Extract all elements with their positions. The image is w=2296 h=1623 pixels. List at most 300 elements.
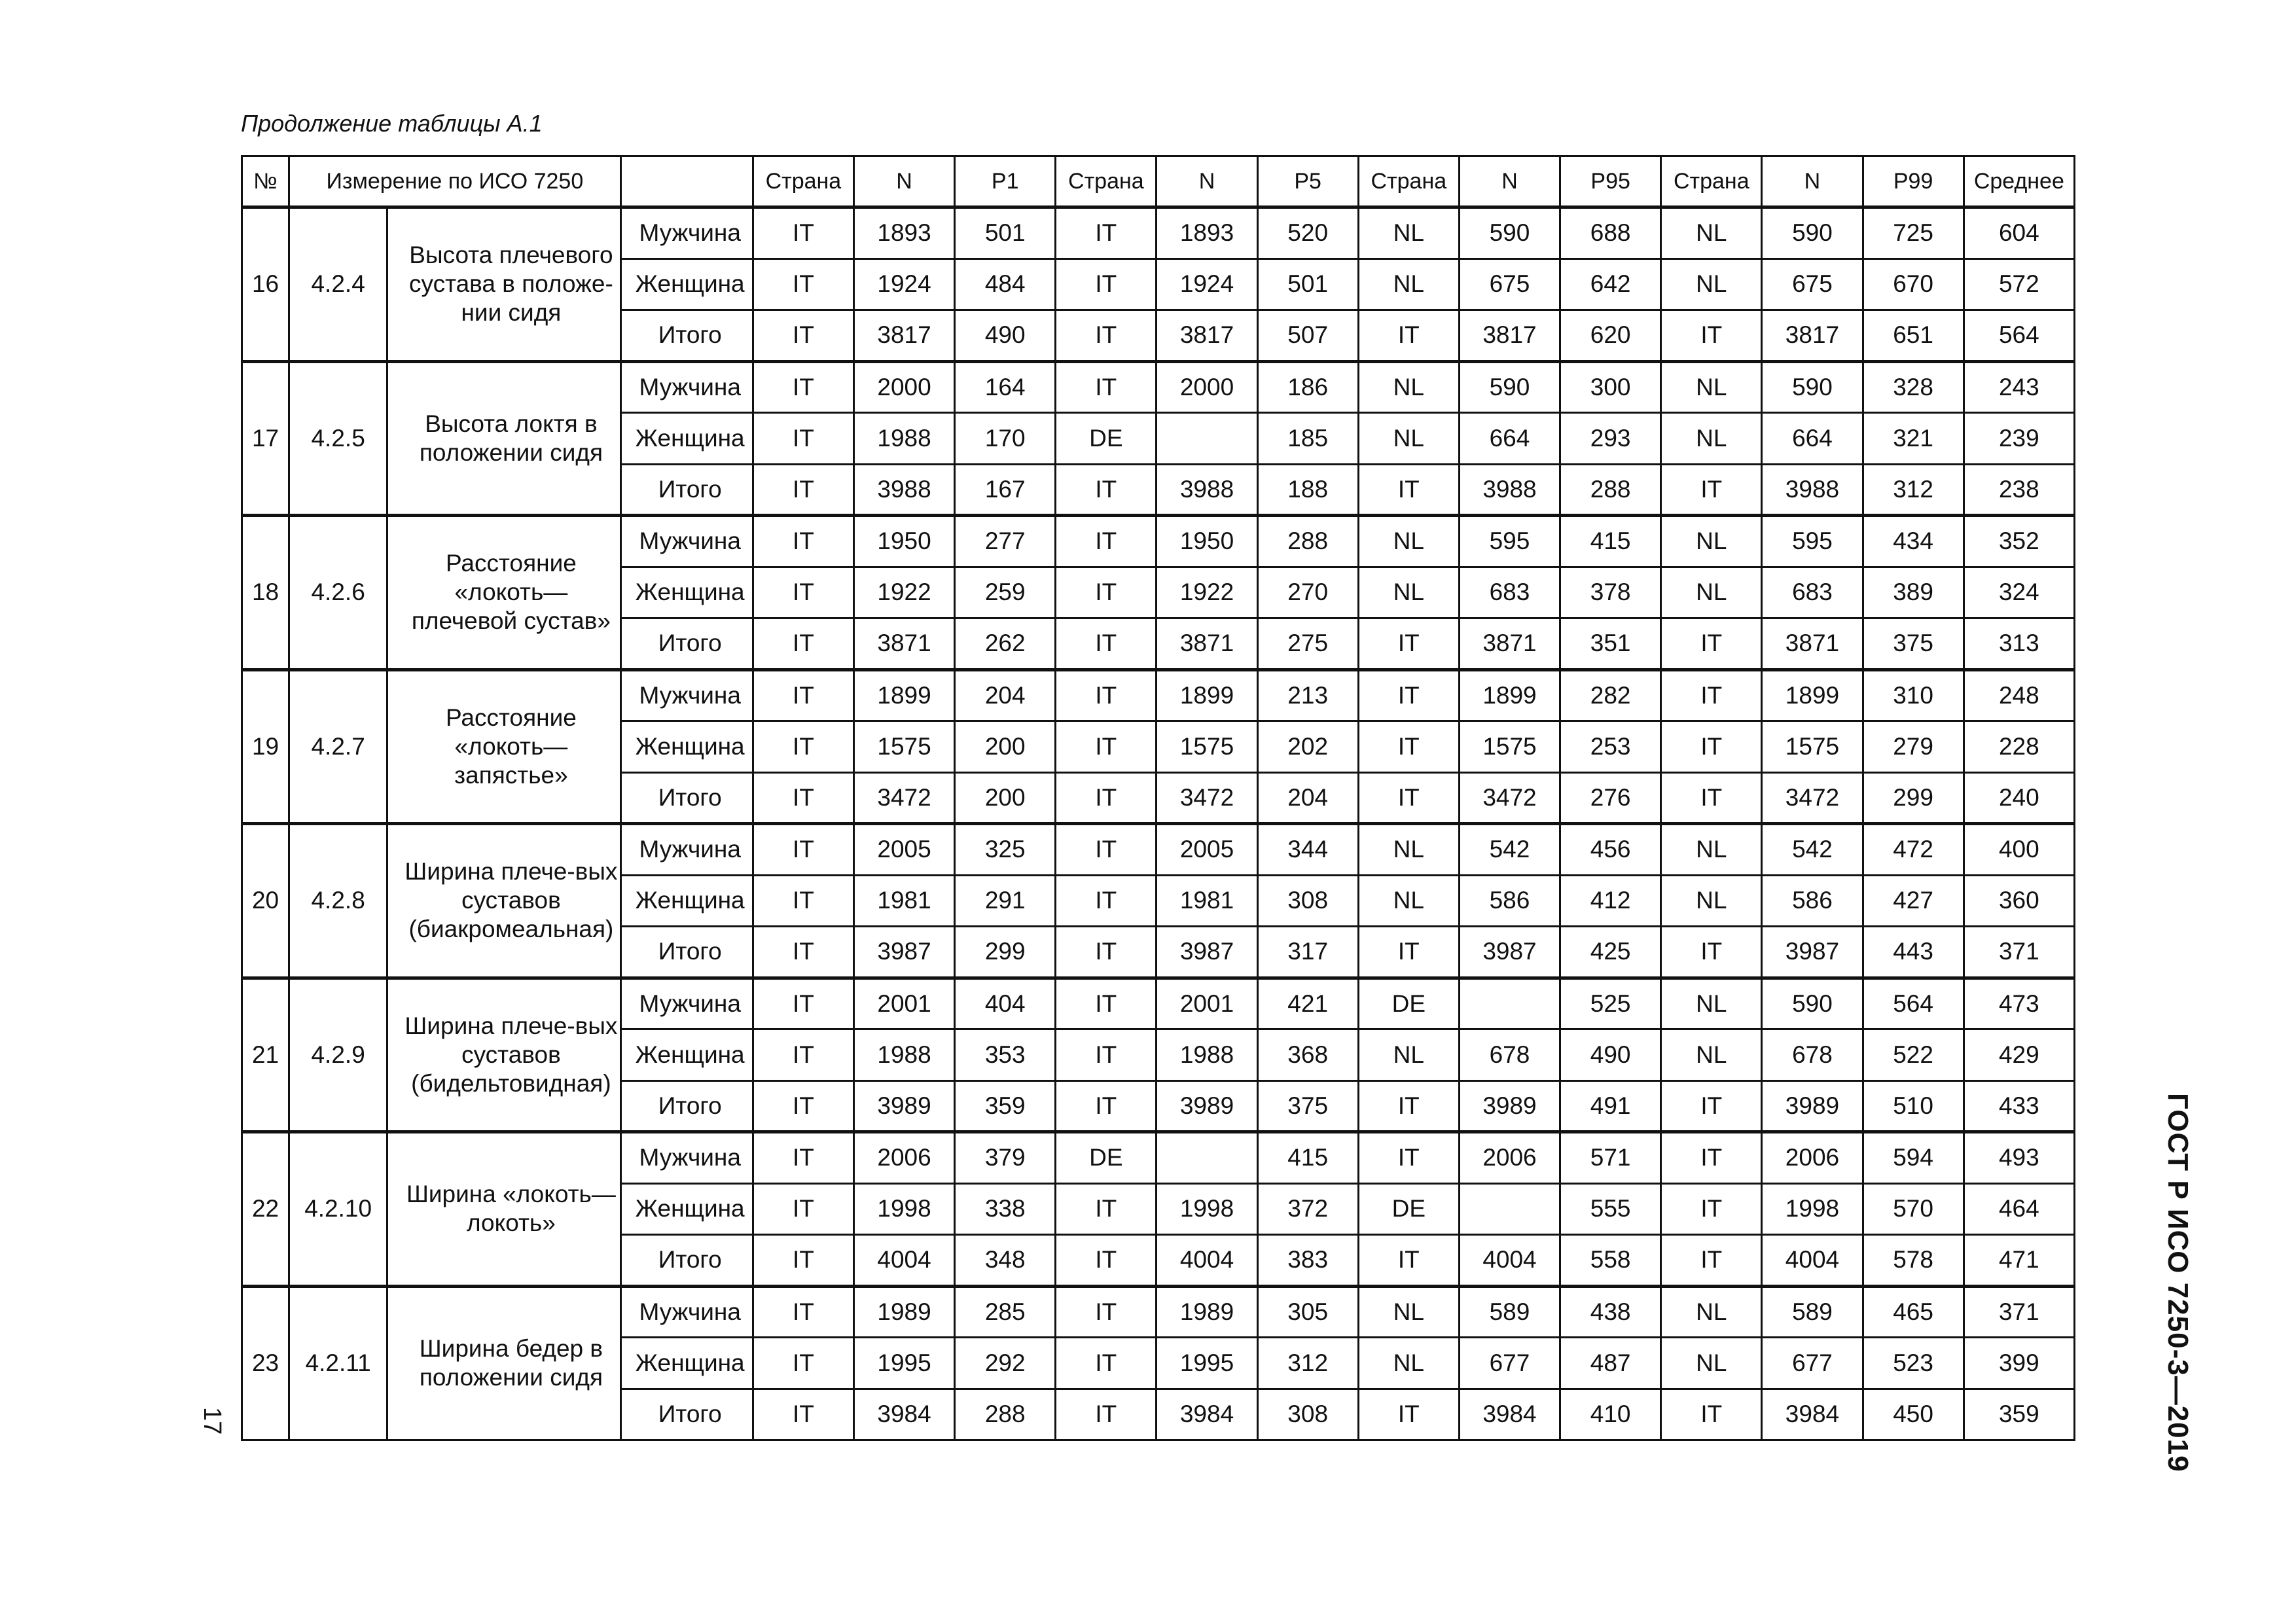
cell-p95: 688 [1560,207,1661,259]
cell-n-p5: 1981 [1157,875,1257,927]
cell-n-p1: 1989 [853,1286,954,1338]
cell-p95: 490 [1560,1029,1661,1081]
cell-n-p99: 677 [1762,1338,1863,1389]
cell-p1: 288 [955,1389,1056,1440]
cell-p1: 204 [955,669,1056,721]
cell-country-p5: DE [1056,413,1157,465]
cell-country-p99: IT [1661,772,1762,824]
cell-p5: 415 [1257,1132,1358,1184]
cell-n-p95: 3817 [1459,310,1560,362]
cell-p5: 288 [1257,516,1358,567]
cell-p5: 501 [1257,259,1358,310]
cell-country-p5: IT [1056,1183,1157,1235]
cell-n-p95: 3989 [1459,1080,1560,1132]
cell-n-p1: 4004 [853,1235,954,1287]
cell-mean: 239 [1964,413,2074,465]
cell-p5: 421 [1257,978,1358,1029]
cell-mean: 228 [1964,721,2074,773]
cell-p99: 651 [1863,310,1964,362]
cell-country-p95: NL [1358,413,1459,465]
cell-country-p99: NL [1661,875,1762,927]
cell-country-p1: IT [753,1338,853,1389]
cell-n-p5: 2001 [1157,978,1257,1029]
measurement-name: Расстояние «локоть—плечевой сустав» [387,516,620,670]
cell-country-p99: IT [1661,618,1762,670]
cell-p5: 213 [1257,669,1358,721]
cell-p5: 383 [1257,1235,1358,1287]
cell-p5: 275 [1257,618,1358,670]
cell-n-p1: 2000 [853,361,954,413]
cell-country-p1: IT [753,361,853,413]
cell-p1: 404 [955,978,1056,1029]
cell-p1: 501 [955,207,1056,259]
measurement-name: Ширина плече-вых суставов (бидельтовидная) [387,978,620,1132]
cell-country-p99: NL [1661,361,1762,413]
anthropometric-table [241,155,2075,1441]
cell-p1: 262 [955,618,1056,670]
cell-n-p99: 3871 [1762,618,1863,670]
cell-p1: 325 [955,824,1056,876]
sex-cell: Женщина [620,1029,753,1081]
table-row [242,516,2075,567]
sex-cell: Мужчина [620,824,753,876]
cell-p1: 200 [955,772,1056,824]
row-number: 17 [242,361,289,516]
cell-n-p1: 3987 [853,927,954,978]
cell-p99: 299 [1863,772,1964,824]
cell-p95: 438 [1560,1286,1661,1338]
cell-n-p5: 1995 [1157,1338,1257,1389]
cell-country-p1: IT [753,1132,853,1184]
cell-n-p99: 590 [1762,361,1863,413]
header-n-p99: N [1762,156,1863,207]
cell-country-p99: NL [1661,824,1762,876]
cell-p99: 389 [1863,567,1964,618]
sex-cell: Мужчина [620,669,753,721]
cell-p5: 185 [1257,413,1358,465]
cell-country-p1: IT [753,567,853,618]
cell-country-p5: IT [1056,1389,1157,1440]
measurement-name: Ширина бедер в положении сидя [387,1286,620,1440]
cell-country-p1: IT [753,1286,853,1338]
cell-n-p99: 590 [1762,978,1863,1029]
cell-country-p1: IT [753,1029,853,1081]
cell-n-p95: 589 [1459,1286,1560,1338]
cell-country-p5: IT [1056,824,1157,876]
cell-p95: 282 [1560,669,1661,721]
header-p5: P5 [1257,156,1358,207]
cell-n-p99: 589 [1762,1286,1863,1338]
cell-n-p5: 3987 [1157,927,1257,978]
table-row [242,978,2075,1029]
cell-p1: 164 [955,361,1056,413]
cell-country-p1: IT [753,978,853,1029]
cell-p95: 425 [1560,927,1661,978]
cell-p95: 525 [1560,978,1661,1029]
cell-country-p95: NL [1358,875,1459,927]
cell-p5: 317 [1257,927,1358,978]
cell-p99: 321 [1863,413,1964,465]
cell-country-p99: IT [1661,1183,1762,1235]
cell-country-p99: IT [1661,927,1762,978]
cell-country-p5: IT [1056,1338,1157,1389]
cell-country-p95: NL [1358,259,1459,310]
cell-mean: 238 [1964,464,2074,516]
sex-cell: Женщина [620,875,753,927]
cell-country-p1: IT [753,310,853,362]
cell-n-p99: 3984 [1762,1389,1863,1440]
header-country-p1: Страна [753,156,853,207]
measurement-code: 4.2.8 [289,824,387,978]
header-n-p5: N [1157,156,1257,207]
cell-n-p99: 675 [1762,259,1863,310]
cell-n-p95: 595 [1459,516,1560,567]
cell-country-p99: NL [1661,978,1762,1029]
header-country-p99: Страна [1661,156,1762,207]
cell-mean: 572 [1964,259,2074,310]
header-sex [620,156,753,207]
sex-cell: Женщина [620,721,753,773]
measurement-code: 4.2.5 [289,361,387,516]
cell-mean: 313 [1964,618,2074,670]
cell-country-p1: IT [753,413,853,465]
cell-n-p95 [1459,1183,1560,1235]
header-number: № [242,156,289,207]
measurement-code: 4.2.11 [289,1286,387,1440]
cell-p99: 522 [1863,1029,1964,1081]
cell-p95: 571 [1560,1132,1661,1184]
cell-p5: 375 [1257,1080,1358,1132]
table-body [242,207,2075,1440]
header-n-p1: N [853,156,954,207]
cell-n-p95: 675 [1459,259,1560,310]
cell-n-p99: 2006 [1762,1132,1863,1184]
cell-p95: 293 [1560,413,1661,465]
sex-cell: Женщина [620,1338,753,1389]
header-measurement: Измерение по ИСО 7250 [289,156,621,207]
measurement-code: 4.2.7 [289,669,387,824]
cell-p5: 308 [1257,1389,1358,1440]
cell-p1: 353 [955,1029,1056,1081]
cell-n-p1: 3472 [853,772,954,824]
cell-country-p95: NL [1358,567,1459,618]
cell-n-p99: 595 [1762,516,1863,567]
sex-cell: Мужчина [620,978,753,1029]
cell-country-p99: IT [1661,669,1762,721]
cell-n-p5: 3984 [1157,1389,1257,1440]
cell-country-p99: NL [1661,567,1762,618]
document-title: ГОСТ Р ИСО 7250-3—2019 [2162,1093,2194,1472]
sex-cell: Итого [620,310,753,362]
cell-p1: 484 [955,259,1056,310]
cell-n-p5: 3988 [1157,464,1257,516]
cell-n-p99: 590 [1762,207,1863,259]
cell-n-p99: 1575 [1762,721,1863,773]
cell-n-p95: 586 [1459,875,1560,927]
cell-p99: 279 [1863,721,1964,773]
cell-n-p5: 3871 [1157,618,1257,670]
cell-country-p1: IT [753,1183,853,1235]
sex-cell: Итого [620,464,753,516]
cell-mean: 248 [1964,669,2074,721]
cell-p99: 510 [1863,1080,1964,1132]
cell-p5: 368 [1257,1029,1358,1081]
cell-country-p95: NL [1358,1338,1459,1389]
cell-country-p1: IT [753,721,853,773]
cell-country-p1: IT [753,772,853,824]
cell-country-p99: IT [1661,721,1762,773]
sex-cell: Итого [620,927,753,978]
cell-p5: 204 [1257,772,1358,824]
cell-country-p99: IT [1661,310,1762,362]
sex-cell: Женщина [620,1183,753,1235]
cell-n-p95: 3987 [1459,927,1560,978]
cell-mean: 429 [1964,1029,2074,1081]
cell-p95: 412 [1560,875,1661,927]
cell-p1: 259 [955,567,1056,618]
cell-country-p95: IT [1358,1389,1459,1440]
cell-p5: 305 [1257,1286,1358,1338]
cell-p99: 670 [1863,259,1964,310]
cell-p99: 594 [1863,1132,1964,1184]
measurement-code: 4.2.9 [289,978,387,1132]
measurement-name: Высота локтя в положении сидя [387,361,620,516]
cell-n-p99: 1899 [1762,669,1863,721]
cell-p95: 351 [1560,618,1661,670]
cell-n-p5: 3817 [1157,310,1257,362]
cell-n-p95: 664 [1459,413,1560,465]
cell-n-p99: 3989 [1762,1080,1863,1132]
cell-country-p5: DE [1056,1132,1157,1184]
cell-p95: 276 [1560,772,1661,824]
row-number: 20 [242,824,289,978]
cell-p95: 555 [1560,1183,1661,1235]
cell-country-p95: NL [1358,361,1459,413]
sex-cell: Женщина [620,567,753,618]
sex-cell: Мужчина [620,1132,753,1184]
cell-n-p1: 1893 [853,207,954,259]
cell-country-p5: IT [1056,1286,1157,1338]
cell-n-p1: 1950 [853,516,954,567]
cell-n-p99: 3817 [1762,310,1863,362]
cell-n-p5: 1998 [1157,1183,1257,1235]
cell-n-p95: 4004 [1459,1235,1560,1287]
cell-mean: 243 [1964,361,2074,413]
cell-country-p5: IT [1056,927,1157,978]
cell-n-p5: 4004 [1157,1235,1257,1287]
cell-country-p5: IT [1056,464,1157,516]
measurement-name: Расстояние «локоть—запястье» [387,669,620,824]
cell-n-p1: 3984 [853,1389,954,1440]
table-row [242,824,2075,876]
cell-country-p95: IT [1358,1080,1459,1132]
header-mean: Среднее [1964,156,2074,207]
table-row [242,1132,2075,1184]
sex-cell: Итого [620,618,753,670]
cell-country-p99: IT [1661,1080,1762,1132]
cell-country-p1: IT [753,927,853,978]
cell-p1: 285 [955,1286,1056,1338]
cell-p95: 620 [1560,310,1661,362]
cell-n-p5: 1575 [1157,721,1257,773]
cell-country-p99: NL [1661,259,1762,310]
cell-country-p5: IT [1056,978,1157,1029]
cell-n-p1: 1981 [853,875,954,927]
cell-country-p99: NL [1661,413,1762,465]
cell-p99: 578 [1863,1235,1964,1287]
cell-country-p95: IT [1358,310,1459,362]
cell-n-p95: 3871 [1459,618,1560,670]
cell-mean: 359 [1964,1389,2074,1440]
header-p1: P1 [955,156,1056,207]
cell-n-p5 [1157,413,1257,465]
cell-n-p1: 3817 [853,310,954,362]
cell-mean: 564 [1964,310,2074,362]
table-row [242,669,2075,721]
cell-p99: 310 [1863,669,1964,721]
cell-p1: 291 [955,875,1056,927]
cell-country-p1: IT [753,516,853,567]
cell-p1: 490 [955,310,1056,362]
cell-n-p95: 1575 [1459,721,1560,773]
cell-country-p1: IT [753,618,853,670]
cell-p99: 570 [1863,1183,1964,1235]
cell-mean: 324 [1964,567,2074,618]
cell-p5: 270 [1257,567,1358,618]
cell-country-p5: IT [1056,207,1157,259]
cell-p99: 443 [1863,927,1964,978]
cell-country-p95: NL [1358,1029,1459,1081]
cell-country-p1: IT [753,1080,853,1132]
cell-country-p95: IT [1358,772,1459,824]
cell-country-p99: NL [1661,1029,1762,1081]
table-row [242,361,2075,413]
sex-cell: Мужчина [620,1286,753,1338]
cell-country-p95: NL [1358,516,1459,567]
cell-n-p1: 1995 [853,1338,954,1389]
cell-n-p1: 1899 [853,669,954,721]
cell-n-p5: 1924 [1157,259,1257,310]
cell-n-p1: 2006 [853,1132,954,1184]
cell-n-p95: 683 [1459,567,1560,618]
cell-p1: 200 [955,721,1056,773]
cell-country-p5: IT [1056,1029,1157,1081]
cell-country-p5: IT [1056,516,1157,567]
cell-country-p5: IT [1056,875,1157,927]
cell-n-p5: 1893 [1157,207,1257,259]
cell-country-p5: IT [1056,361,1157,413]
sex-cell: Женщина [620,259,753,310]
cell-p95: 410 [1560,1389,1661,1440]
row-number: 19 [242,669,289,824]
cell-mean: 433 [1964,1080,2074,1132]
cell-mean: 464 [1964,1183,2074,1235]
cell-country-p1: IT [753,1235,853,1287]
sex-cell: Итого [620,1080,753,1132]
cell-n-p95: 542 [1459,824,1560,876]
cell-n-p95: 2006 [1459,1132,1560,1184]
cell-country-p5: IT [1056,618,1157,670]
cell-p1: 338 [955,1183,1056,1235]
cell-country-p99: IT [1661,464,1762,516]
cell-p1: 167 [955,464,1056,516]
cell-n-p99: 678 [1762,1029,1863,1081]
row-number: 23 [242,1286,289,1440]
cell-mean: 371 [1964,1286,2074,1338]
sex-cell: Мужчина [620,207,753,259]
cell-n-p99: 3987 [1762,927,1863,978]
cell-n-p1: 1988 [853,413,954,465]
cell-p99: 564 [1863,978,1964,1029]
measurement-code: 4.2.6 [289,516,387,670]
cell-country-p5: IT [1056,259,1157,310]
cell-country-p95: DE [1358,1183,1459,1235]
cell-n-p95: 677 [1459,1338,1560,1389]
cell-n-p1: 1575 [853,721,954,773]
cell-p5: 520 [1257,207,1358,259]
measurement-name: Ширина плече-вых суставов (биакромеальная) [387,824,620,978]
cell-country-p99: NL [1661,207,1762,259]
cell-p99: 725 [1863,207,1964,259]
cell-p5: 202 [1257,721,1358,773]
cell-country-p95: IT [1358,618,1459,670]
cell-n-p5: 3472 [1157,772,1257,824]
cell-n-p1: 1924 [853,259,954,310]
cell-n-p5 [1157,1132,1257,1184]
cell-p95: 300 [1560,361,1661,413]
cell-p99: 375 [1863,618,1964,670]
sex-cell: Итого [620,1235,753,1287]
cell-country-p1: IT [753,464,853,516]
cell-n-p1: 1988 [853,1029,954,1081]
cell-n-p5: 1988 [1157,1029,1257,1081]
cell-n-p5: 1950 [1157,516,1257,567]
cell-country-p95: NL [1358,824,1459,876]
cell-country-p1: IT [753,1389,853,1440]
cell-n-p99: 1998 [1762,1183,1863,1235]
cell-p99: 465 [1863,1286,1964,1338]
row-number: 21 [242,978,289,1132]
cell-p95: 487 [1560,1338,1661,1389]
cell-n-p99: 3472 [1762,772,1863,824]
cell-country-p1: IT [753,259,853,310]
header-country-p5: Страна [1056,156,1157,207]
sex-cell: Итого [620,772,753,824]
cell-p5: 188 [1257,464,1358,516]
cell-n-p1: 3871 [853,618,954,670]
cell-country-p95: IT [1358,1235,1459,1287]
cell-p1: 348 [955,1235,1056,1287]
cell-n-p5: 1989 [1157,1286,1257,1338]
cell-country-p95: NL [1358,207,1459,259]
cell-country-p5: IT [1056,310,1157,362]
cell-p95: 378 [1560,567,1661,618]
cell-country-p99: NL [1661,1338,1762,1389]
cell-n-p1: 2005 [853,824,954,876]
cell-p5: 186 [1257,361,1358,413]
header-p95: P95 [1560,156,1661,207]
cell-p95: 558 [1560,1235,1661,1287]
cell-country-p95: IT [1358,1132,1459,1184]
cell-n-p99: 586 [1762,875,1863,927]
header-country-p95: Страна [1358,156,1459,207]
table-caption: Продолжение таблицы А.1 [241,110,543,137]
cell-country-p5: IT [1056,567,1157,618]
cell-n-p99: 542 [1762,824,1863,876]
cell-mean: 471 [1964,1235,2074,1287]
cell-p1: 277 [955,516,1056,567]
cell-country-p99: IT [1661,1235,1762,1287]
